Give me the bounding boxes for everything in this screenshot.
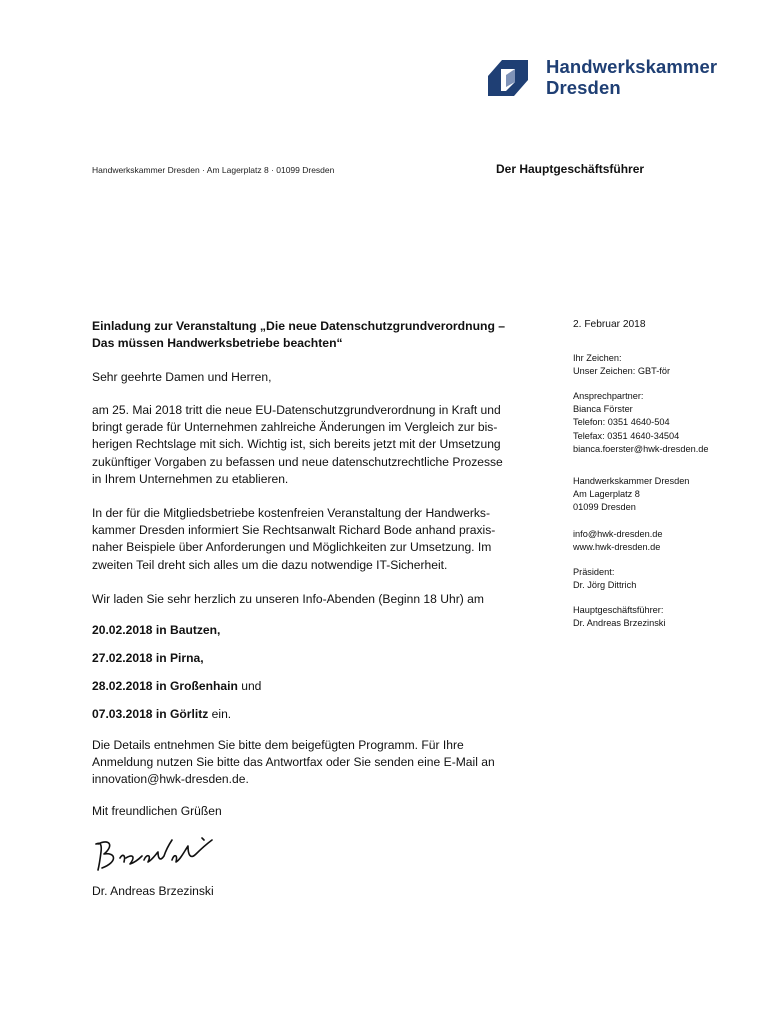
sidebar-line: Ihr Zeichen: (573, 353, 622, 363)
subject-line-1: Einladung zur Veranstaltung „Die neue Datenschutzgrundverordnung – (92, 319, 506, 333)
paragraph-line: zukünftiger Vorgaben zu befassen und neue datenschutzrechtliche Prozesse (92, 454, 503, 469)
sidebar-line: Am Lagerplatz 8 (573, 489, 640, 500)
event-date-bold: 28.02.2018 in Großenhain (92, 679, 238, 693)
sidebar-line: Hauptgeschäftsführer: (573, 605, 664, 615)
sidebar-line: Präsident: (573, 567, 615, 577)
sidebar-line: Unser Zeichen: GBT-för (573, 366, 671, 377)
paragraph-line: bringt gerade für Unternehmen zahlreiche Änderungen im Vergleich zur bis- (92, 420, 498, 435)
event-date (92, 706, 537, 723)
event-date-bold: 27.02.2018 in Pirna, (92, 651, 204, 665)
paragraph-invitation: Wir laden Sie sehr herzlich zu unseren Info-Abenden (Beginn 18 Uhr) am (92, 592, 484, 606)
logo-line-1: Handwerkskammer (546, 56, 718, 77)
paragraph-details (92, 737, 537, 789)
event-date (92, 622, 537, 639)
closing: Mit freundlichen Grüßen (92, 804, 222, 818)
header-title: Der Hauptgeschäftsführer (496, 162, 645, 176)
event-date-rest: ein. (208, 707, 232, 721)
sidebar-president (573, 566, 753, 592)
event-date-bold: 20.02.2018 in Bautzen, (92, 623, 221, 637)
sender-address-line: Handwerkskammer Dresden · Am Lagerplatz 8 · 01099 Dresden (92, 165, 335, 175)
sidebar-line: Dr. Jörg Dittrich (573, 580, 637, 591)
paragraph-line: kammer Dresden informiert Sie Rechtsanwalt Richard Bode anhand praxis- (92, 523, 496, 538)
paragraph-line: Die Details entnehmen Sie bitte dem beigefügten Programm. Für Ihre (92, 738, 464, 752)
sidebar-line: Telefax: 0351 4640-34504 (573, 430, 680, 441)
sidebar-address (573, 475, 753, 515)
sidebar-line: 01099 Dresden (573, 502, 636, 513)
logo-wordmark (546, 56, 717, 98)
sidebar-line: Bianca Förster (573, 404, 633, 415)
letter-date: 2. Februar 2018 (573, 319, 646, 330)
paragraph-line: herigen Rechtslage mit sich. Wichtig ist, sich bereits jetzt mit der Umsetzung (92, 437, 501, 452)
sidebar-reference (573, 352, 753, 378)
sidebar-line: Handwerkskammer Dresden (573, 476, 690, 486)
sidebar-line: Telefon: 0351 4640-504 (573, 417, 670, 428)
signer-name: Dr. Andreas Brzezinski (92, 884, 214, 898)
subject-line-2: Das müssen Handwerksbetriebe beachten“ (92, 336, 343, 350)
event-date-rest: und (237, 679, 262, 693)
paragraph-line: Anmeldung nutzen Sie bitte das Antwortfax oder Sie senden eine E-Mail an (92, 755, 495, 770)
paragraph-line: am 25. Mai 2018 tritt die neue EU-Datenschutzgrundverordnung in Kraft und (92, 403, 501, 417)
salutation: Sehr geehrte Damen und Herren, (92, 370, 272, 384)
handwritten-signature (92, 832, 242, 874)
paragraph-line: in Ihrem Unternehmen zu etablieren. (92, 471, 289, 486)
sidebar-ceo (573, 604, 753, 630)
paragraph-line: naher Beispiele über Anforderungen und Möglichkeiten zur Umsetzung. Im (92, 540, 492, 555)
paragraph-line: In der für die Mitgliedsbetriebe kostenfreien Veranstaltung der Handwerks- (92, 506, 490, 520)
sidebar-web (573, 528, 753, 554)
paragraph-line: innovation@hwk-dresden.de. (92, 772, 249, 787)
event-date-bold: 07.03.2018 in Görlitz (92, 707, 209, 721)
event-date (92, 650, 537, 667)
logo-line-2: Dresden (546, 77, 621, 98)
paragraph-line: zweiten Teil dreht sich alles um die dazu notwendige IT-Sicherheit. (92, 557, 448, 572)
sidebar-email: bianca.foerster@hwk-dresden.de (573, 443, 709, 454)
sidebar-line: Ansprechpartner: (573, 391, 644, 401)
paragraph-event (92, 505, 537, 574)
letter-subject (92, 318, 552, 352)
event-date (92, 678, 537, 695)
sidebar-website: www.hwk-dresden.de (573, 542, 661, 553)
sidebar-email: info@hwk-dresden.de (573, 529, 663, 539)
hwk-logo-icon (488, 60, 528, 96)
sidebar-line: Dr. Andreas Brzezinski (573, 618, 666, 629)
sidebar-contact (573, 390, 753, 456)
paragraph-intro (92, 402, 537, 488)
